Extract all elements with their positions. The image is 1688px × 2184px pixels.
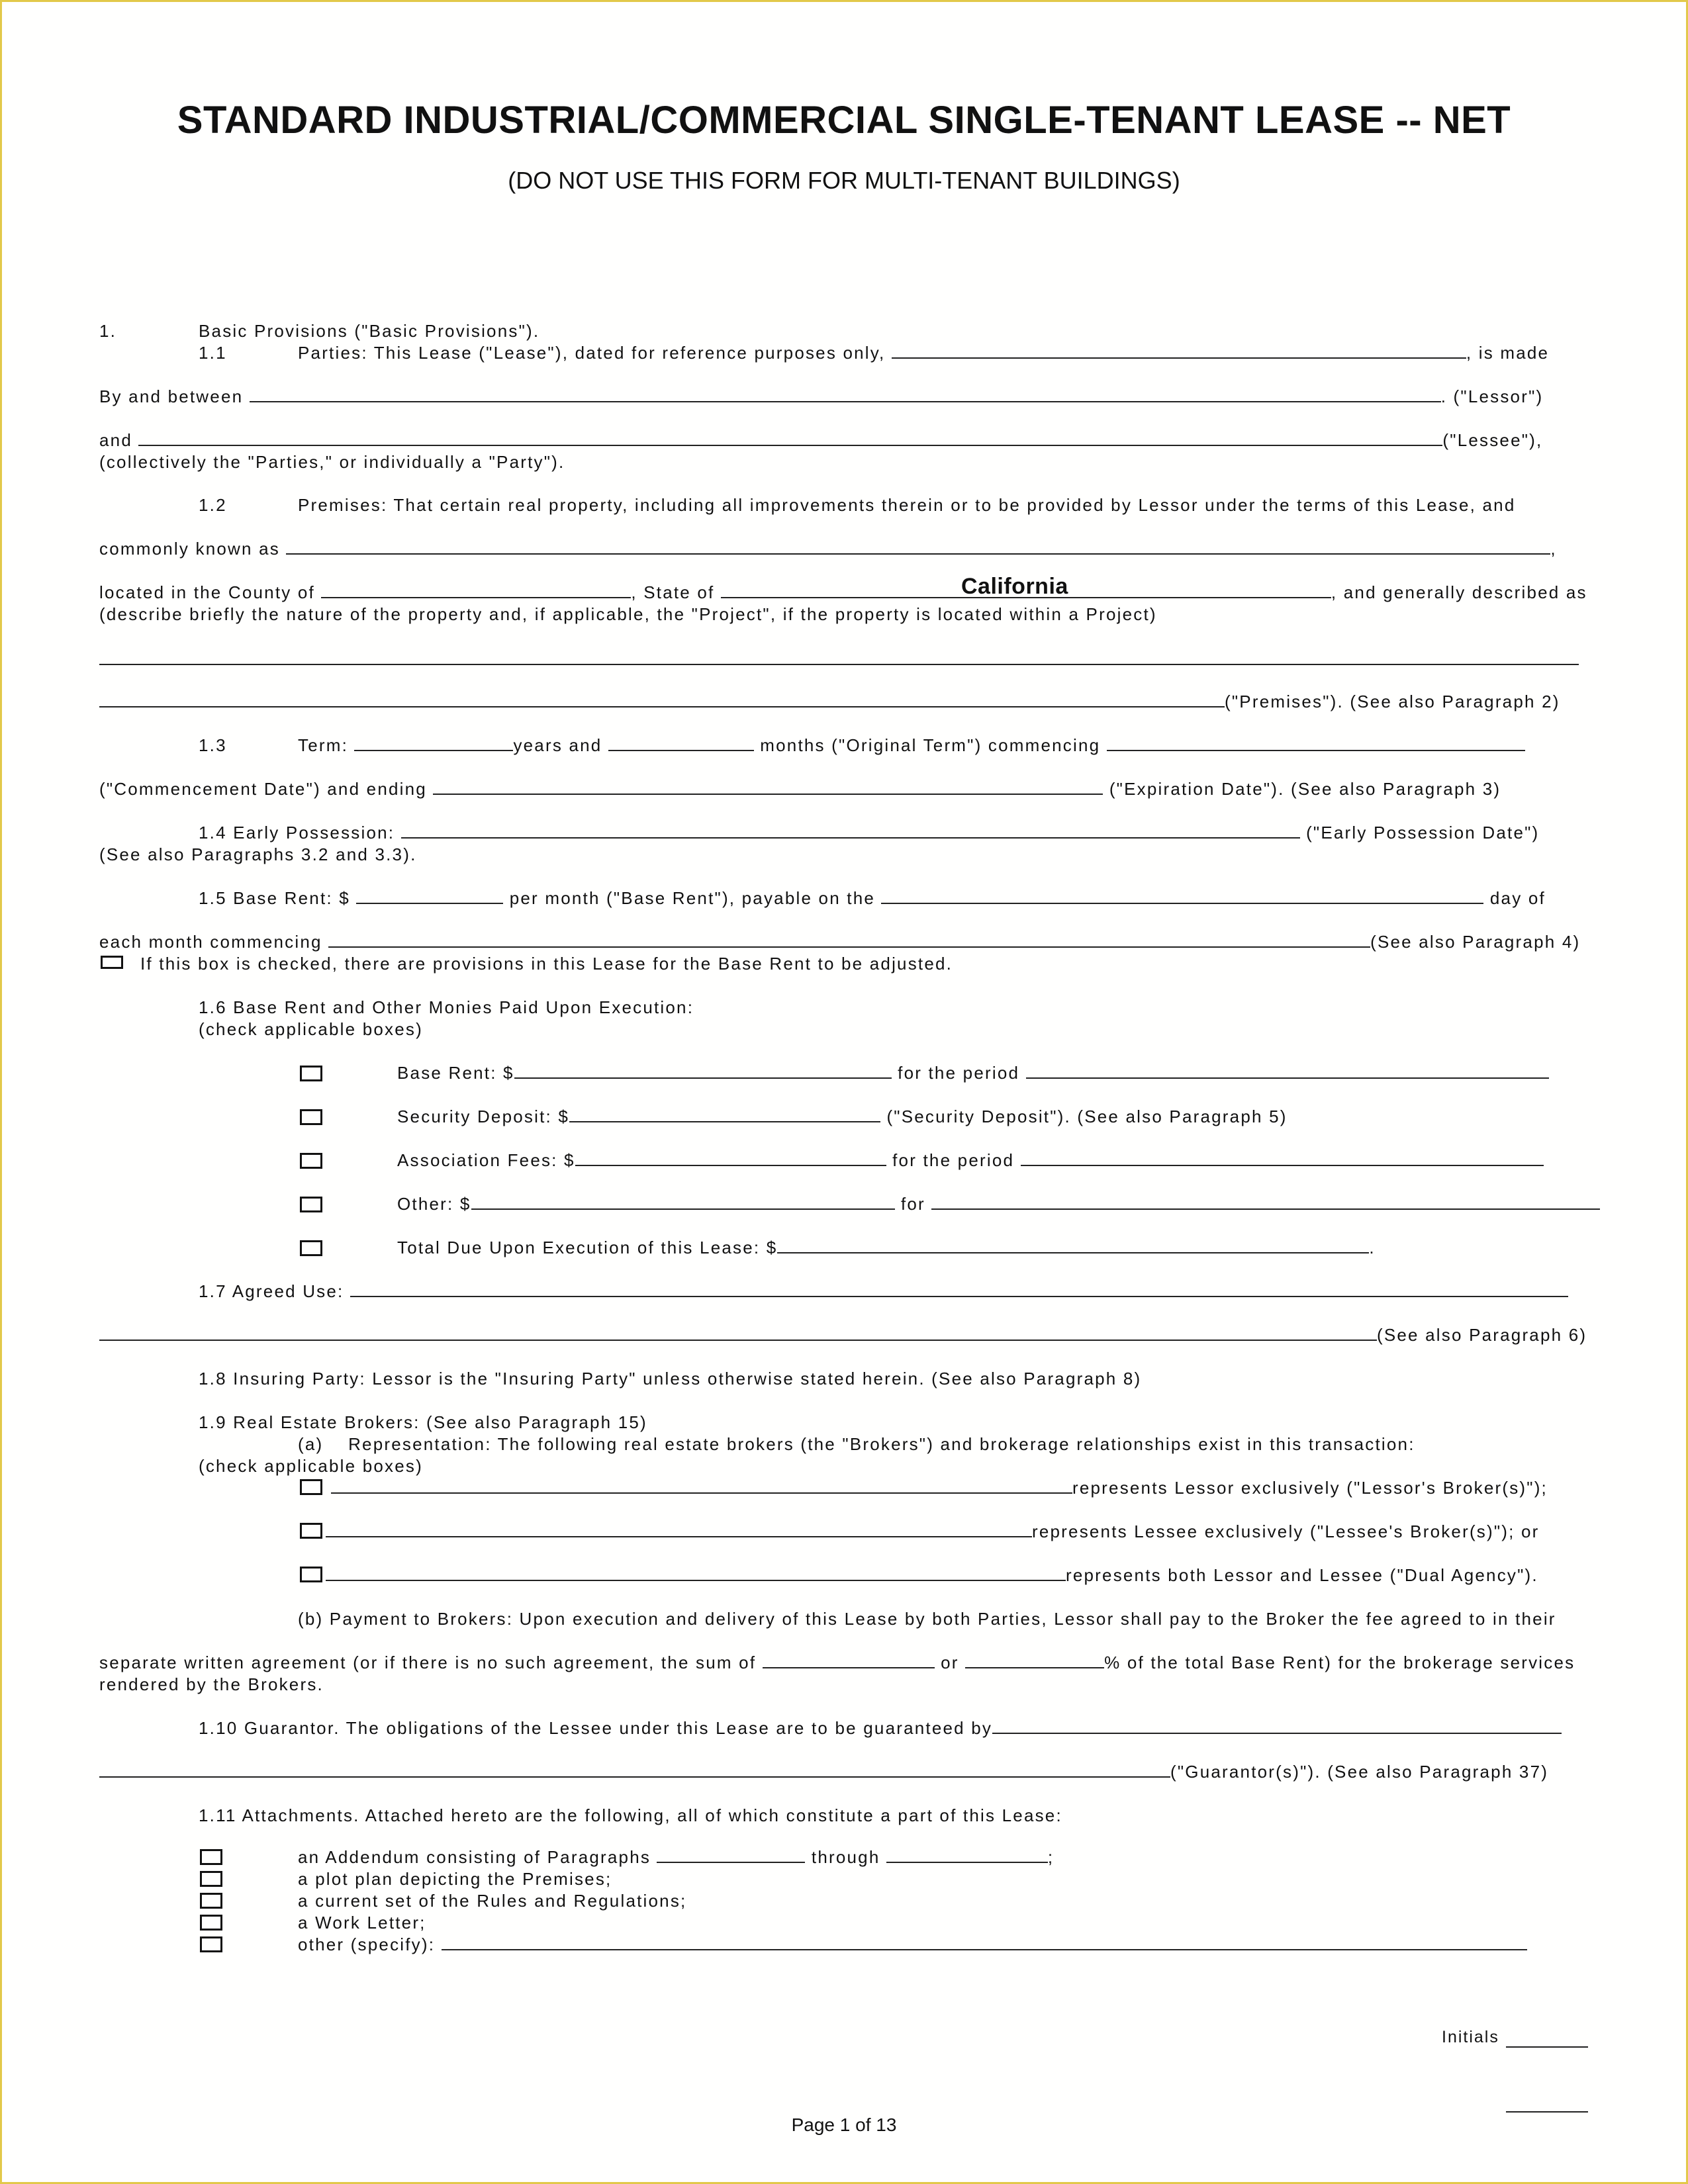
- association-fees-checkbox[interactable]: [300, 1153, 322, 1169]
- dual-agency-checkbox[interactable]: [300, 1567, 322, 1582]
- security-deposit-line: [397, 1107, 1288, 1126]
- premises-tail: ("Premises"). (See also Paragraph 2): [1225, 692, 1560, 711]
- guarantor-line-2: [99, 1762, 1548, 1782]
- description-field-1[interactable]: [99, 651, 1579, 665]
- other-amount-field[interactable]: [471, 1195, 895, 1210]
- association-fees-field[interactable]: [575, 1152, 886, 1166]
- each-month-label: each month commencing: [99, 932, 329, 952]
- addendum-checkbox[interactable]: [200, 1849, 222, 1865]
- section-heading: Basic Provisions ("Basic Provisions").: [199, 321, 540, 341]
- lessor-broker-field[interactable]: [331, 1479, 1072, 1494]
- guarantor-field-2[interactable]: [99, 1763, 1170, 1778]
- document-title: STANDARD INDUSTRIAL/COMMERCIAL SINGLE-TENANT LEASE -- NET: [177, 99, 1511, 142]
- or-label: or: [934, 1653, 966, 1672]
- lessor-name-field[interactable]: [250, 388, 1441, 402]
- monies-heading: 1.6 Base Rent and Other Monies Paid Upon Execution:: [199, 997, 694, 1017]
- association-fees-label: Association Fees: $: [397, 1150, 575, 1170]
- expiration-label: ("Expiration Date"). (See also Paragraph 3): [1103, 779, 1501, 799]
- addendum-line: [298, 1847, 1054, 1867]
- state-label: , State of: [631, 582, 721, 602]
- each-month-field[interactable]: [328, 933, 1370, 948]
- security-deposit-tail: ("Security Deposit"). (See also Paragraph 5): [880, 1107, 1288, 1126]
- day-of-label: day of: [1483, 888, 1546, 908]
- lessee-label: ("Lessee"),: [1442, 430, 1543, 450]
- total-due-tail: .: [1369, 1238, 1376, 1257]
- initials-field-2[interactable]: [1506, 2111, 1588, 2113]
- each-month-tail: (See also Paragraph 4): [1370, 932, 1581, 952]
- rep-lessor-text: represents Lessor exclusively ("Lessor's Broker(s)");: [1072, 1478, 1548, 1498]
- early-possession-label: 1.4 Early Possession:: [199, 823, 401, 842]
- term-line: [298, 735, 1525, 755]
- term-label: Term:: [298, 735, 355, 755]
- term-years-field[interactable]: [354, 737, 513, 751]
- total-due-line: [397, 1238, 1376, 1257]
- other-line: [397, 1194, 1600, 1214]
- initials-label: Initials: [1442, 2028, 1499, 2046]
- payment-brokers-text: (b) Payment to Brokers: Upon execution and delivery of this Lease by both Parties, Lessor shall pay to the Broker the fee agreed to in their: [298, 1609, 1556, 1629]
- brokers-heading: 1.9 Real Estate Brokers: (See also Paragraph 15): [199, 1412, 647, 1432]
- work-letter-checkbox[interactable]: [200, 1915, 222, 1931]
- description-line-2: [99, 692, 1560, 711]
- lessor-broker-checkbox[interactable]: [300, 1479, 322, 1495]
- per-month-label: per month ("Base Rent"), payable on the: [503, 888, 882, 908]
- commencement-label: ("Commencement Date") and ending: [99, 779, 434, 799]
- dual-agency-field[interactable]: [326, 1567, 1066, 1581]
- addendum-label: an Addendum consisting of Paragraphs: [298, 1847, 657, 1867]
- rep-lessee-text: represents Lessee exclusively ("Lessee's Broker(s)"); or: [1032, 1522, 1540, 1541]
- security-deposit-checkbox[interactable]: [300, 1109, 322, 1125]
- early-possession-line: [199, 823, 1539, 842]
- af-period-label: for the period: [886, 1150, 1021, 1170]
- agreed-use-field-1[interactable]: [350, 1283, 1568, 1297]
- other-specify-line: [298, 1934, 1527, 1954]
- page-number: Page 1 of 13: [791, 2115, 897, 2135]
- commonly-known-tail: ,: [1550, 539, 1557, 559]
- parties-text: Parties: This Lease ("Lease"), dated for reference purposes only,: [298, 343, 892, 363]
- description-field-2[interactable]: [99, 693, 1225, 707]
- addendum-tail: ;: [1047, 1847, 1055, 1867]
- lessor-line: [99, 387, 1543, 406]
- county-line: [99, 582, 1587, 602]
- state-value: California: [961, 574, 1068, 599]
- attachments-heading: 1.11 Attachments. Attached hereto are the following, all of which constitute a part of this Lease:: [199, 1805, 1062, 1825]
- years-label: years and: [513, 735, 608, 755]
- premises-text: Premises: That certain real property, including all improvements therein or to be provided by Lessor under the terms of this Lease, and: [298, 495, 1516, 515]
- clause-number: 1.1: [199, 343, 227, 363]
- agreed-use-line-2: [99, 1325, 1587, 1345]
- lessee-broker-checkbox[interactable]: [300, 1523, 322, 1539]
- monies-base-rent-line: [397, 1063, 1549, 1083]
- other-checkbox[interactable]: [300, 1197, 322, 1212]
- clause-number: 1.2: [199, 495, 227, 515]
- clause-number: 1.3: [199, 735, 227, 755]
- addendum-from-field[interactable]: [657, 1848, 805, 1863]
- broker-percent-field[interactable]: [965, 1654, 1104, 1668]
- section-number: 1.: [99, 321, 117, 341]
- other-label: Other: $: [397, 1194, 471, 1214]
- lessor-broker-line: [331, 1478, 1548, 1498]
- rent-adjust-text: If this box is checked, there are provisions in this Lease for the Base Rent to be adjusted.: [140, 954, 953, 974]
- representation-text: (a) Representation: The following real estate brokers (the "Brokers") and brokerage relationships exist in this transaction:: [298, 1434, 1415, 1454]
- rendered-text: rendered by the Brokers.: [99, 1674, 324, 1694]
- separate-agreement-line: [99, 1653, 1575, 1672]
- total-due-field[interactable]: [777, 1239, 1369, 1253]
- lessee-line: [99, 430, 1542, 450]
- term-months-field[interactable]: [608, 737, 754, 751]
- county-field[interactable]: [321, 584, 631, 598]
- commencing-label: months ("Original Term") commencing: [753, 735, 1107, 755]
- each-month-line: [99, 932, 1580, 952]
- through-label: through: [805, 1847, 886, 1867]
- rules-text: a current set of the Rules and Regulations;: [298, 1891, 687, 1911]
- rules-checkbox[interactable]: [200, 1893, 222, 1909]
- by-between-label: By and between: [99, 387, 250, 406]
- other-for-label: for: [894, 1194, 932, 1214]
- agreed-use-line: [199, 1281, 1568, 1301]
- commencing-field[interactable]: [1107, 737, 1525, 751]
- guarantor-label: 1.10 Guarantor. The obligations of the Lessee under this Lease are to be guaranteed by: [199, 1718, 993, 1738]
- lessee-broker-line: [326, 1522, 1540, 1541]
- early-possession-field[interactable]: [401, 824, 1300, 839]
- agreed-use-field-2[interactable]: [99, 1326, 1377, 1341]
- other-specify-field[interactable]: [442, 1936, 1527, 1950]
- describe-text: (describe briefly the nature of the property and, if applicable, the "Project", if the property is located within a Project): [99, 604, 1157, 624]
- total-due-checkbox[interactable]: [300, 1240, 322, 1256]
- commencement-line: [99, 779, 1501, 799]
- guarantor-tail: ("Guarantor(s)"). (See also Paragraph 37): [1170, 1762, 1549, 1782]
- base-rent-line: [199, 888, 1546, 908]
- monies-base-rent-field[interactable]: [514, 1064, 892, 1079]
- other-specify-label: other (specify):: [298, 1934, 442, 1954]
- percent-tail: % of the total Base Rent) for the brokerage services: [1104, 1653, 1575, 1672]
- security-deposit-label: Security Deposit: $: [397, 1107, 570, 1126]
- base-rent-label: 1.5 Base Rent: $: [199, 888, 357, 908]
- initials-field-1[interactable]: [1506, 2046, 1588, 2048]
- security-deposit-field[interactable]: [569, 1108, 880, 1122]
- check-applicable-text-2: (check applicable boxes): [199, 1456, 423, 1476]
- parties-tail: , is made: [1466, 343, 1550, 363]
- commonly-known-label: commonly known as: [99, 539, 287, 559]
- base-rent-field[interactable]: [356, 889, 503, 904]
- agreed-use-tail: (See also Paragraph 6): [1377, 1325, 1587, 1345]
- base-rent-checkbox[interactable]: [300, 1066, 322, 1081]
- payable-on-field[interactable]: [881, 889, 1483, 904]
- dual-agency-line: [326, 1565, 1538, 1585]
- and-label: and: [99, 430, 139, 450]
- monies-base-rent-label: Base Rent: $: [397, 1063, 514, 1083]
- plot-plan-text: a plot plan depicting the Premises;: [298, 1869, 612, 1889]
- association-fees-line: [397, 1150, 1544, 1170]
- association-fees-period-field[interactable]: [1021, 1152, 1544, 1166]
- addendum-to-field[interactable]: [886, 1848, 1048, 1863]
- lessee-broker-field[interactable]: [326, 1523, 1032, 1537]
- broker-fee-field[interactable]: [763, 1654, 935, 1668]
- guarantor-field-1[interactable]: [992, 1719, 1562, 1734]
- commonly-known-line: [99, 539, 1557, 559]
- separate-agreement-label: separate written agreement (or if there is no such agreement, the sum of: [99, 1653, 763, 1672]
- address-field[interactable]: [286, 540, 1550, 555]
- early-possession-tail: ("Early Possession Date"): [1299, 823, 1540, 842]
- county-label: located in the County of: [99, 582, 322, 602]
- described-as-label: , and generally described as: [1331, 582, 1587, 602]
- lease-date-field[interactable]: [892, 344, 1466, 359]
- other-for-field[interactable]: [931, 1195, 1600, 1210]
- rep-both-text: represents both Lessor and Lessee ("Dual Agency").: [1066, 1565, 1538, 1585]
- base-rent-period-field[interactable]: [1026, 1064, 1549, 1079]
- other-specify-checkbox[interactable]: [200, 1936, 222, 1952]
- for-period-label: for the period: [891, 1063, 1026, 1083]
- ending-field[interactable]: [433, 780, 1103, 795]
- rent-adjust-checkbox[interactable]: [101, 956, 123, 969]
- agreed-use-label: 1.7 Agreed Use:: [199, 1281, 350, 1301]
- total-due-label: Total Due Upon Execution of this Lease: $: [397, 1238, 778, 1257]
- description-line-1: [99, 649, 1579, 669]
- collectively-text: (collectively the "Parties," or individually a "Party").: [99, 452, 565, 472]
- document-subtitle: (DO NOT USE THIS FORM FOR MULTI-TENANT BUILDINGS): [508, 167, 1180, 194]
- parties-line: [298, 343, 1549, 363]
- check-applicable-text: (check applicable boxes): [199, 1019, 423, 1039]
- lessee-name-field[interactable]: [138, 432, 1442, 446]
- lessor-label: . ("Lessor"): [1440, 387, 1544, 406]
- insuring-party-text: 1.8 Insuring Party: Lessor is the "Insuring Party" unless otherwise stated herein. (See also Paragraph 8): [199, 1369, 1142, 1388]
- work-letter-text: a Work Letter;: [298, 1913, 426, 1933]
- guarantor-line: [199, 1718, 1562, 1738]
- early-possession-see: (See also Paragraphs 3.2 and 3.3).: [99, 844, 417, 864]
- plot-plan-checkbox[interactable]: [200, 1871, 222, 1887]
